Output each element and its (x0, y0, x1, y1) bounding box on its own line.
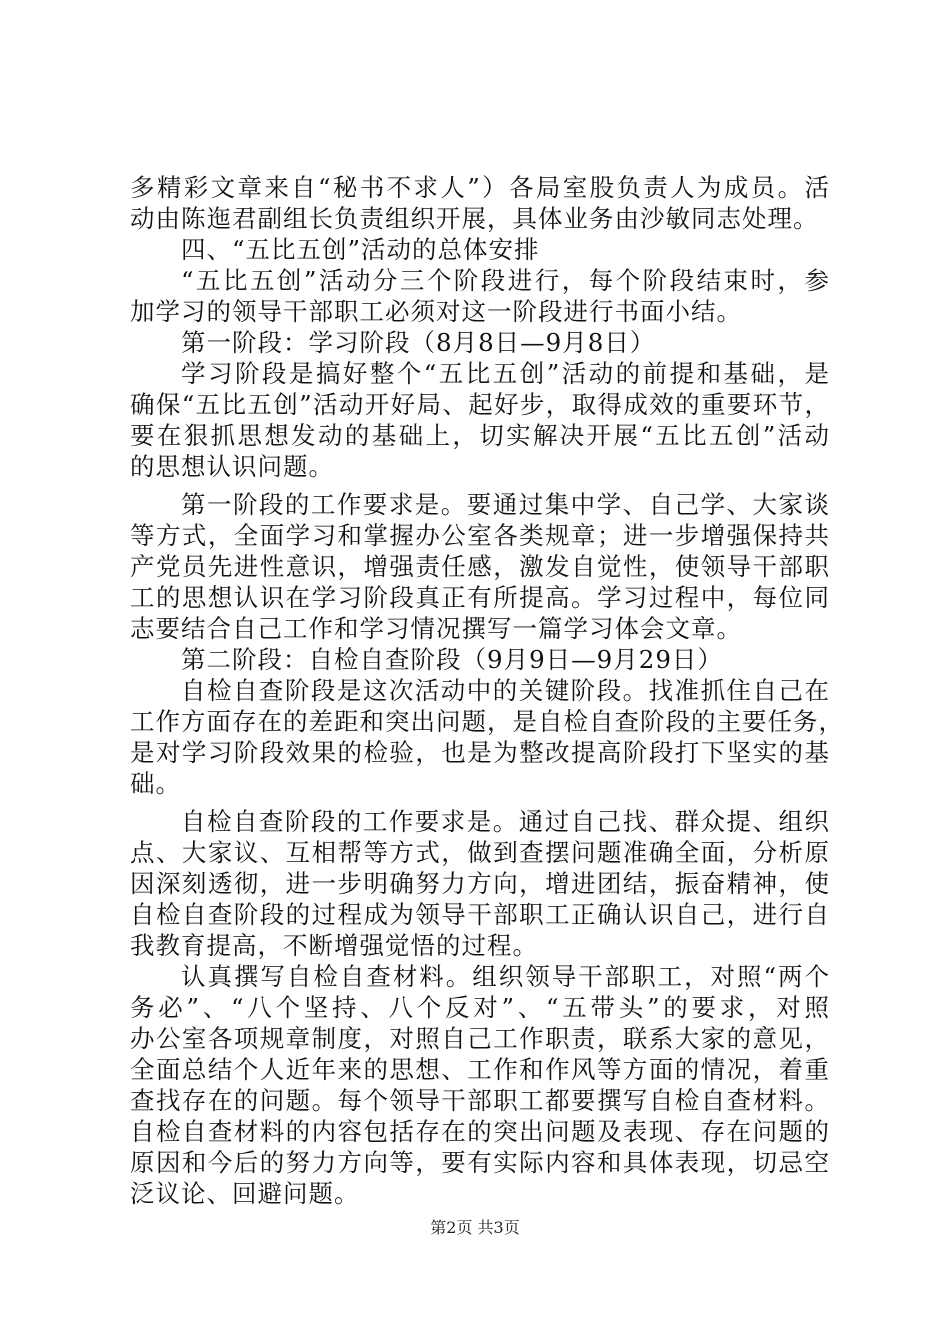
text-line: 全面总结个人近年来的思想、工作和作风等方面的情况，着重 (130, 1055, 830, 1084)
text-line: 等方式，全面学习和掌握办公室各类规章；进一步增强保持共 (130, 521, 830, 550)
text-line: 务必”、“八个坚持、八个反对”、“五带头”的要求，对照 (130, 993, 830, 1022)
text-line: 学习阶段是搞好整个“五比五创”活动的前提和基础，是 (181, 359, 830, 388)
paragraph-study-stage (130, 358, 830, 482)
stage-two-heading (130, 644, 830, 675)
paragraph-self-check-requirements (130, 806, 830, 961)
text-line: 查找存在的问题。每个领导干部职工都要撰写自检自查材料。 (130, 1086, 830, 1115)
stage-heading: 第一阶段：学习阶段（8月8日—9月8日） (181, 328, 656, 357)
paragraph-self-check-materials (130, 961, 830, 1209)
text-line: 原因和今后的努力方向等，要有实际内容和具体表现，切忌空 (130, 1148, 830, 1177)
text-line: 工作方面存在的差距和突出问题，是自检自查阶段的主要任务， (130, 707, 844, 736)
text-line: 是对学习阶段效果的检验，也是为整改提高阶段打下坚实的基 (130, 738, 830, 767)
text-line: 第一阶段的工作要求是。要通过集中学、自己学、大家谈 (181, 490, 830, 519)
text-line: 础。 (130, 769, 181, 798)
stage-heading: 第二阶段：自检自查阶段（9月9日—9月29日） (181, 645, 723, 674)
paragraph-three-stages (130, 265, 830, 327)
text-line: 办公室各项规章制度，对照自己工作职责，联系大家的意见， (130, 1024, 830, 1053)
text-line: 的思想认识问题。 (130, 452, 334, 481)
section-heading-overall-arrangement (130, 234, 830, 265)
text-line: 因深刻透彻，进一步明确努力方向，增进团结，振奋精神，使 (130, 869, 830, 898)
text-line: 产党员先进性意识，增强责任感，激发自觉性，使领导干部职 (130, 552, 830, 581)
text-line: 多精彩文章来自“秘书不求人”）各局室股负责人为成员。活 (130, 173, 830, 202)
text-line: 自检自查阶段是这次活动中的关键阶段。找准抓住自己在 (181, 676, 830, 705)
text-line: 志要结合自己工作和学习情况撰写一篇学习体会文章。 (130, 614, 742, 643)
stage-one-heading (130, 327, 830, 358)
text-line: 加学习的领导干部职工必须对这一阶段进行书面小结。 (130, 297, 742, 326)
text-line: 自检自查材料的内容包括存在的突出问题及表现、存在问题的 (130, 1117, 830, 1146)
document-body (130, 172, 844, 1209)
text-line: 自检自查阶段的工作要求是。通过自己找、群众提、组织 (181, 807, 830, 836)
text-line: 泛议论、回避问题。 (130, 1179, 360, 1208)
section-heading: 四、“五比五创”活动的总体安排 (181, 235, 540, 264)
text-line: 工的思想认识在学习阶段真正有所提高。学习过程中，每位同 (130, 583, 830, 612)
text-line: 我教育提高，不断增强觉悟的过程。 (130, 931, 538, 960)
text-line: 点、大家议、互相帮等方式，做到查摆问题准确全面，分析原 (130, 838, 830, 867)
text-line: 认真撰写自检自查材料。组织领导干部职工，对照“两个 (181, 962, 830, 991)
paragraph-stage-one-requirements (130, 489, 830, 644)
paragraph-self-check-stage (130, 675, 844, 799)
text-line: 动由陈迤君副组长负责组织开展，具体业务由沙敏同志处理。 (130, 204, 819, 233)
text-line: “五比五创”活动分三个阶段进行，每个阶段结束时，参 (181, 266, 830, 295)
text-line: 要在狠抓思想发动的基础上，切实解决开展“五比五创”活动 (130, 421, 830, 450)
text-line: 确保“五比五创”活动开好局、起好步，取得成效的重要环节， (130, 390, 830, 419)
page-number-footer: 第2页 共3页 (430, 1218, 520, 1237)
paragraph-committee-members (130, 172, 830, 234)
text-line: 自检自查阶段的过程成为领导干部职工正确认识自己，进行自 (130, 900, 830, 929)
